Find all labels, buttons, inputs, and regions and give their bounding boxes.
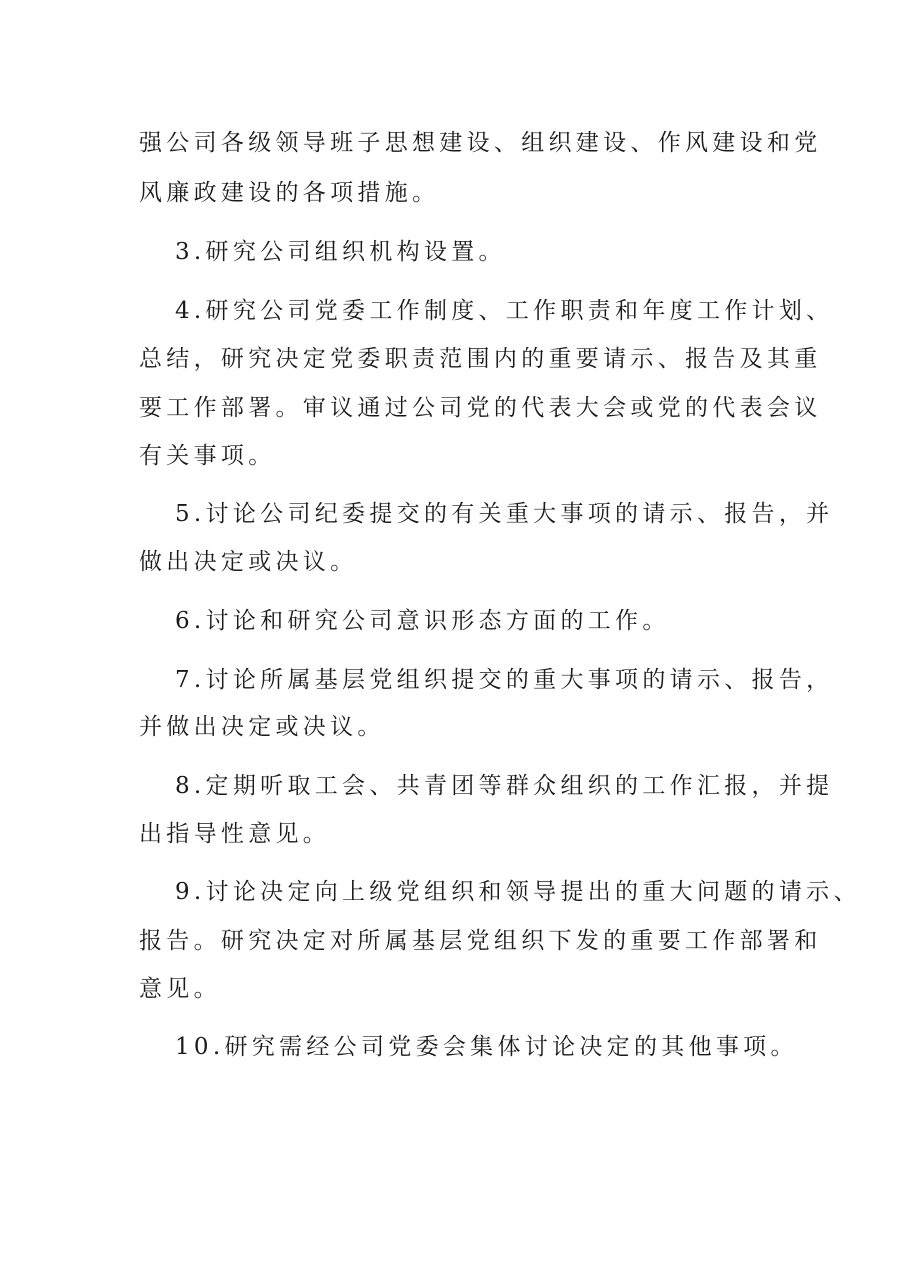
paragraph-line: 要工作部署。审议通过公司党的代表大会或党的代表会议	[139, 395, 822, 421]
list-item-4: 4.研究公司党委工作制度、工作职责和年度工作计划、	[175, 298, 834, 324]
paragraph-line: 有关事项。	[139, 443, 276, 469]
list-item-10: 10.研究需经公司党委会集体讨论决定的其他事项。	[175, 1034, 798, 1060]
list-item-9: 9.讨论决定向上级党组织和领导提出的重大问题的请示、	[175, 879, 861, 905]
paragraph-line: 并做出决定或决议。	[139, 714, 385, 740]
paragraph-line: 强公司各级领导班子思想建设、组织建设、作风建设和党	[139, 130, 822, 156]
paragraph-line: 风廉政建设的各项措施。	[139, 180, 440, 206]
list-item-8: 8.定期听取工会、共青团等群众组织的工作汇报，并提	[175, 773, 834, 799]
paragraph-line: 出指导性意见。	[139, 821, 331, 847]
paragraph-line: 报告。研究决定对所属基层党组织下发的重要工作部署和	[139, 928, 822, 954]
paragraph-line: 意见。	[139, 976, 221, 1002]
paragraph-line: 做出决定或决议。	[139, 549, 358, 575]
list-item-3: 3.研究公司组织机构设置。	[175, 239, 506, 265]
list-item-6: 6.讨论和研究公司意识形态方面的工作。	[175, 608, 670, 634]
list-item-5: 5.讨论公司纪委提交的有关重大事项的请示、报告，并	[175, 501, 834, 527]
list-item-7: 7.讨论所属基层党组织提交的重大事项的请示、报告，	[175, 667, 834, 693]
paragraph-line: 总结，研究决定党委职责范围内的重要请示、报告及其重	[139, 346, 822, 372]
